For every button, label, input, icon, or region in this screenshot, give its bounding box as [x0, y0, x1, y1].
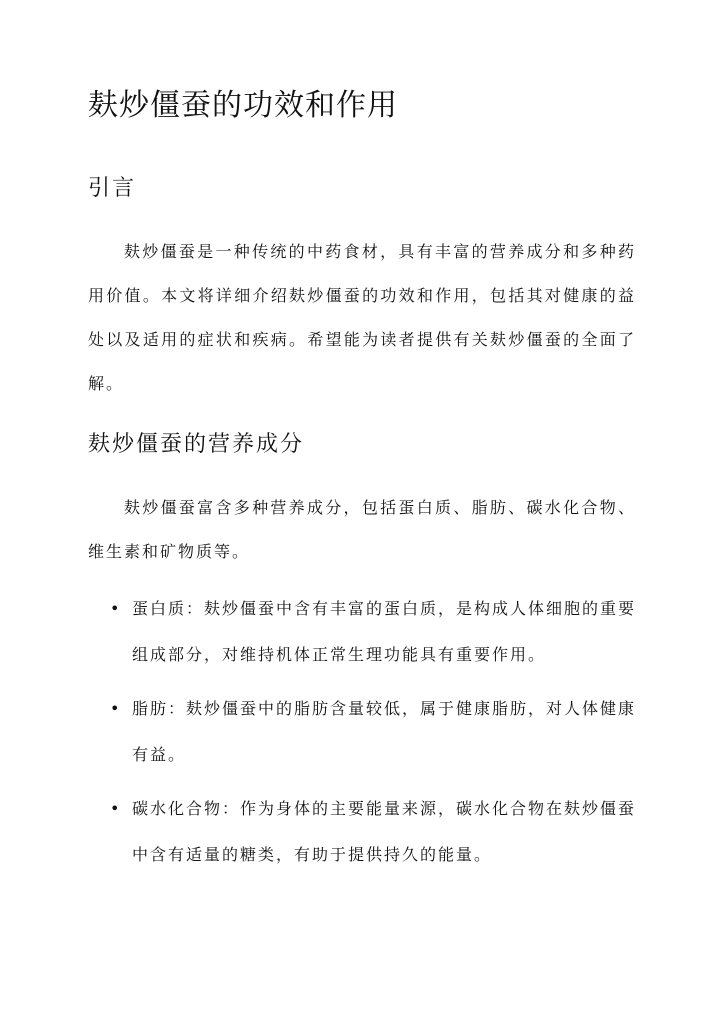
section-heading-intro: 引言 — [88, 176, 137, 201]
list-item-text: 脂肪：麸炒僵蚕中的脂肪含量较低，属于健康脂肪，对人体健康有益。 — [132, 699, 637, 764]
nutrition-paragraph: 麸炒僵蚕富含多种营养成分，包括蛋白质、脂肪、碳水化合物、维生素和矿物质等。 — [88, 498, 636, 561]
list-item-fat — [88, 686, 636, 778]
section-heading-nutrition: 麸炒僵蚕的营养成分 — [88, 432, 305, 457]
list-item-protein — [88, 586, 636, 678]
nutrition-bullet-list — [88, 586, 636, 886]
list-item-text: 蛋白质：麸炒僵蚕中含有丰富的蛋白质，是构成人体细胞的重要组成部分，对维持机体正常生理功能具有重要作用。 — [132, 599, 637, 664]
list-item-carbohydrate — [88, 786, 636, 878]
bullet-icon: • — [110, 599, 122, 618]
list-item-text: 碳水化合物：作为身体的主要能量来源，碳水化合物在麸炒僵蚕中含有适量的糖类，有助于提供持久的能量。 — [132, 799, 637, 864]
bullet-icon: • — [110, 699, 122, 718]
intro-paragraph: 麸炒僵蚕是一种传统的中药食材，具有丰富的营养成分和多种药用价值。本文将详细介绍麸炒僵蚕的功效和作用，包括其对健康的益处以及适用的症状和疾病。希望能为读者提供有关麸炒僵蚕的全面了解。 — [88, 242, 636, 393]
bullet-icon: • — [110, 799, 122, 818]
page-title: 麸炒僵蚕的功效和作用 — [88, 88, 398, 123]
